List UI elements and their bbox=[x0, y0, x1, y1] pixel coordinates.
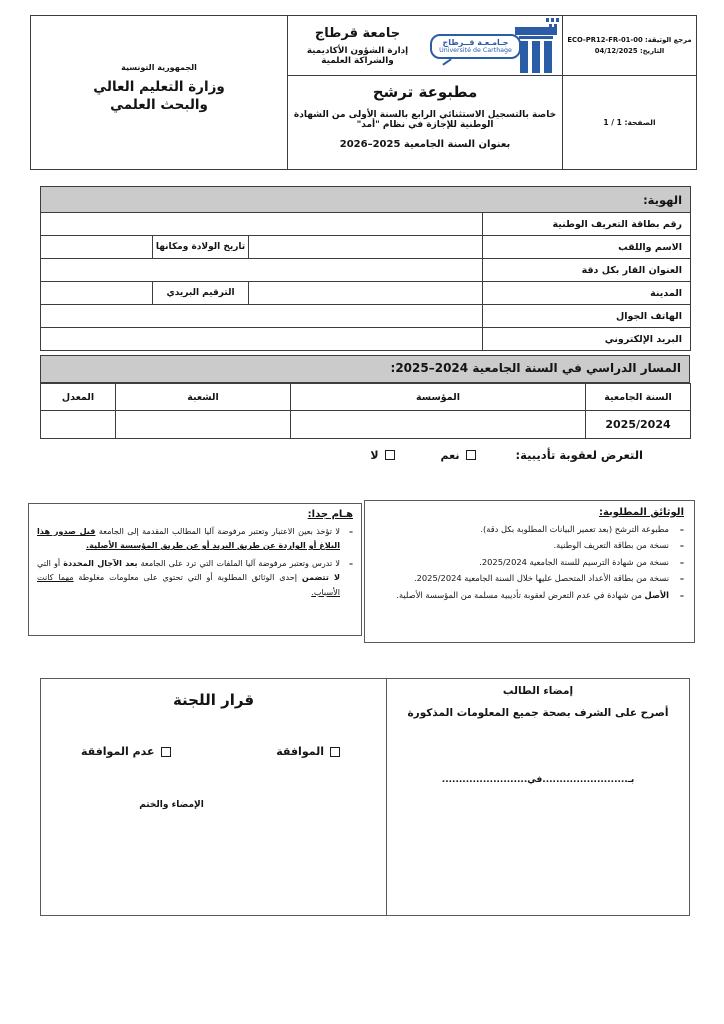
document-reference-cell bbox=[563, 16, 696, 76]
header-ref-column bbox=[562, 16, 696, 169]
important-notes-box bbox=[28, 503, 362, 636]
important-notes-title: هـام جدا: bbox=[307, 509, 353, 520]
form-subtitle: خاصة بالتسجيل الاستثنائي الرابع بالسنة الأولى من الشهادة الوطنية للإجازة في نظام "أمد" bbox=[293, 110, 557, 130]
ministry-name-line1: وزارة التعليم العالي bbox=[93, 78, 225, 95]
disciplinary-label: التعرض لعقوبة تأديبية: bbox=[515, 448, 643, 462]
place-date-line: بـ.........................في......................... bbox=[441, 775, 635, 785]
form-academic-year: بعنوان السنة الجامعية 2025–2026 bbox=[339, 139, 511, 150]
dash-bullet: – bbox=[679, 523, 684, 534]
col-academic-year: السنة الجامعية bbox=[586, 384, 691, 411]
birth-date-label: تاريخ الولادة ومكانها bbox=[153, 236, 249, 259]
identity-section-title: الهوية: bbox=[41, 187, 691, 213]
department-name: إدارة الشؤون الأكاديمية والشراكة العلمية bbox=[306, 45, 409, 66]
mobile-phone-field[interactable] bbox=[41, 305, 483, 328]
document-date: التاريخ: 04/12/2025 bbox=[594, 46, 665, 55]
academic-year-value: 2025/2024 bbox=[586, 411, 691, 439]
email-field[interactable] bbox=[41, 328, 483, 351]
university-name: جامعة قرطاج bbox=[314, 25, 401, 41]
important-note: – لا تدرس وتعتبر مرفوضة آليا الملفات التي ترد على الجامعة بعد الآجال المحددة أو التي لا تتضمن إحدى الوثائق المطلوبة أو التي تحتوي على معلومات مغلوطة مهما كانت الأسباب. bbox=[37, 556, 353, 598]
postal-code-field[interactable] bbox=[41, 282, 153, 305]
header-table bbox=[30, 15, 697, 170]
institution-field[interactable] bbox=[291, 411, 586, 439]
city-field[interactable] bbox=[249, 282, 483, 305]
academic-path-section-title: المسار الدراسي في السنة الجامعية 2024–2025: bbox=[40, 355, 690, 383]
document-reference: مرجع الوثيقة: ECO-PR12-FR-01-00 bbox=[567, 35, 692, 44]
required-documents-box bbox=[364, 500, 695, 643]
address-label: العنوان القار بكل دقة bbox=[483, 259, 691, 282]
required-documents-title: الوثائق المطلوبة: bbox=[598, 507, 684, 518]
disciplinary-line bbox=[333, 448, 643, 462]
document-item: – نسخة من شهادة الترسيم للسنة الجامعية 2025/2024. bbox=[479, 556, 684, 567]
approve-label: الموافقة bbox=[276, 745, 324, 758]
approve-checkbox[interactable] bbox=[330, 747, 340, 757]
yes-label: نعم bbox=[440, 448, 460, 462]
email-label: البريد الإلكتروني bbox=[483, 328, 691, 351]
no-checkbox[interactable] bbox=[385, 450, 395, 460]
col-institution: المؤسسة bbox=[291, 384, 586, 411]
committee-decision-title: قرار اللجنة bbox=[172, 691, 255, 709]
branch-field[interactable] bbox=[116, 411, 291, 439]
important-note: – لا تؤخذ بعين الاعتبار وتعتبر مرفوضة آليا المطالب المقدمة إلى الجامعة قبل صدور هذا البلاغ أو الواردة عن طريق البريد أو عن طريق المؤسسة الأصلية. bbox=[37, 524, 353, 552]
dash-bullet: – bbox=[679, 540, 684, 551]
committee-decision-cell bbox=[41, 679, 386, 915]
document-item: – الأصل من شهادة في عدم التعرض لعقوبة تأديبية مسلمة من المؤسسة الأصلية. bbox=[396, 589, 684, 600]
postal-code-label: الترقيم البريدي bbox=[153, 282, 249, 305]
signature-stamp-label: الإمضاء والختم bbox=[139, 800, 204, 810]
honor-declaration: أصرح على الشرف بصحة جميع المعلومات المذكورة bbox=[407, 707, 669, 719]
address-field[interactable] bbox=[41, 259, 483, 282]
dash-bullet: – bbox=[679, 573, 684, 584]
reject-checkbox[interactable] bbox=[161, 747, 171, 757]
birth-date-field[interactable] bbox=[41, 236, 153, 259]
dash-bullet: – bbox=[679, 556, 684, 567]
student-signature-cell bbox=[386, 679, 689, 915]
form-title: مطبوعة ترشح bbox=[372, 83, 478, 101]
identity-table bbox=[40, 186, 691, 351]
document-item: – نسخة من بطاقة التعريف الوطنية. bbox=[553, 540, 684, 551]
city-label: المدينة bbox=[483, 282, 691, 305]
signature-decision-table bbox=[40, 678, 690, 916]
form-title-block bbox=[288, 76, 562, 169]
logo-latin-name: Université de Carthage bbox=[439, 46, 512, 54]
logo-arabic-name: جـامـعـة قــرطاج bbox=[442, 37, 509, 47]
document-item: – مطبوعة الترشح (بعد تعمير البيانات المطلوبة بكل دقة). bbox=[480, 523, 684, 534]
student-signature-title: إمضاء الطالب bbox=[502, 685, 574, 697]
dash-bullet: – bbox=[348, 526, 353, 536]
ministry-name-line2: والبحث العلمي bbox=[110, 96, 208, 113]
academic-path-table bbox=[40, 383, 691, 439]
average-field[interactable] bbox=[41, 411, 116, 439]
name-field[interactable] bbox=[249, 236, 483, 259]
page-number: الصفحة: 1 / 1 bbox=[603, 118, 656, 127]
col-branch: الشعبة bbox=[116, 384, 291, 411]
dash-bullet: – bbox=[679, 589, 684, 600]
mobile-phone-label: الهاتف الجوال bbox=[483, 305, 691, 328]
no-label: لا bbox=[370, 448, 379, 462]
reject-label: عدم الموافقة bbox=[81, 745, 155, 758]
name-label: الاسم واللقب bbox=[483, 236, 691, 259]
national-id-label: رقم بطاقة التعريف الوطنية bbox=[483, 213, 691, 236]
header-middle-column bbox=[287, 16, 562, 169]
national-id-field[interactable] bbox=[41, 213, 483, 236]
col-average: المعدل bbox=[41, 384, 116, 411]
dash-bullet: – bbox=[348, 558, 353, 569]
government-emblem bbox=[31, 16, 287, 169]
logo-bubble bbox=[430, 34, 521, 59]
university-logo bbox=[427, 18, 562, 74]
republic-name: الجمهورية التونسية bbox=[121, 62, 197, 72]
document-item: – نسخة من بطاقة الأعداد المتحصل عليها خلال السنة الجامعية 2025/2024. bbox=[413, 573, 684, 584]
university-header-row bbox=[288, 16, 562, 76]
yes-checkbox[interactable] bbox=[466, 450, 476, 460]
